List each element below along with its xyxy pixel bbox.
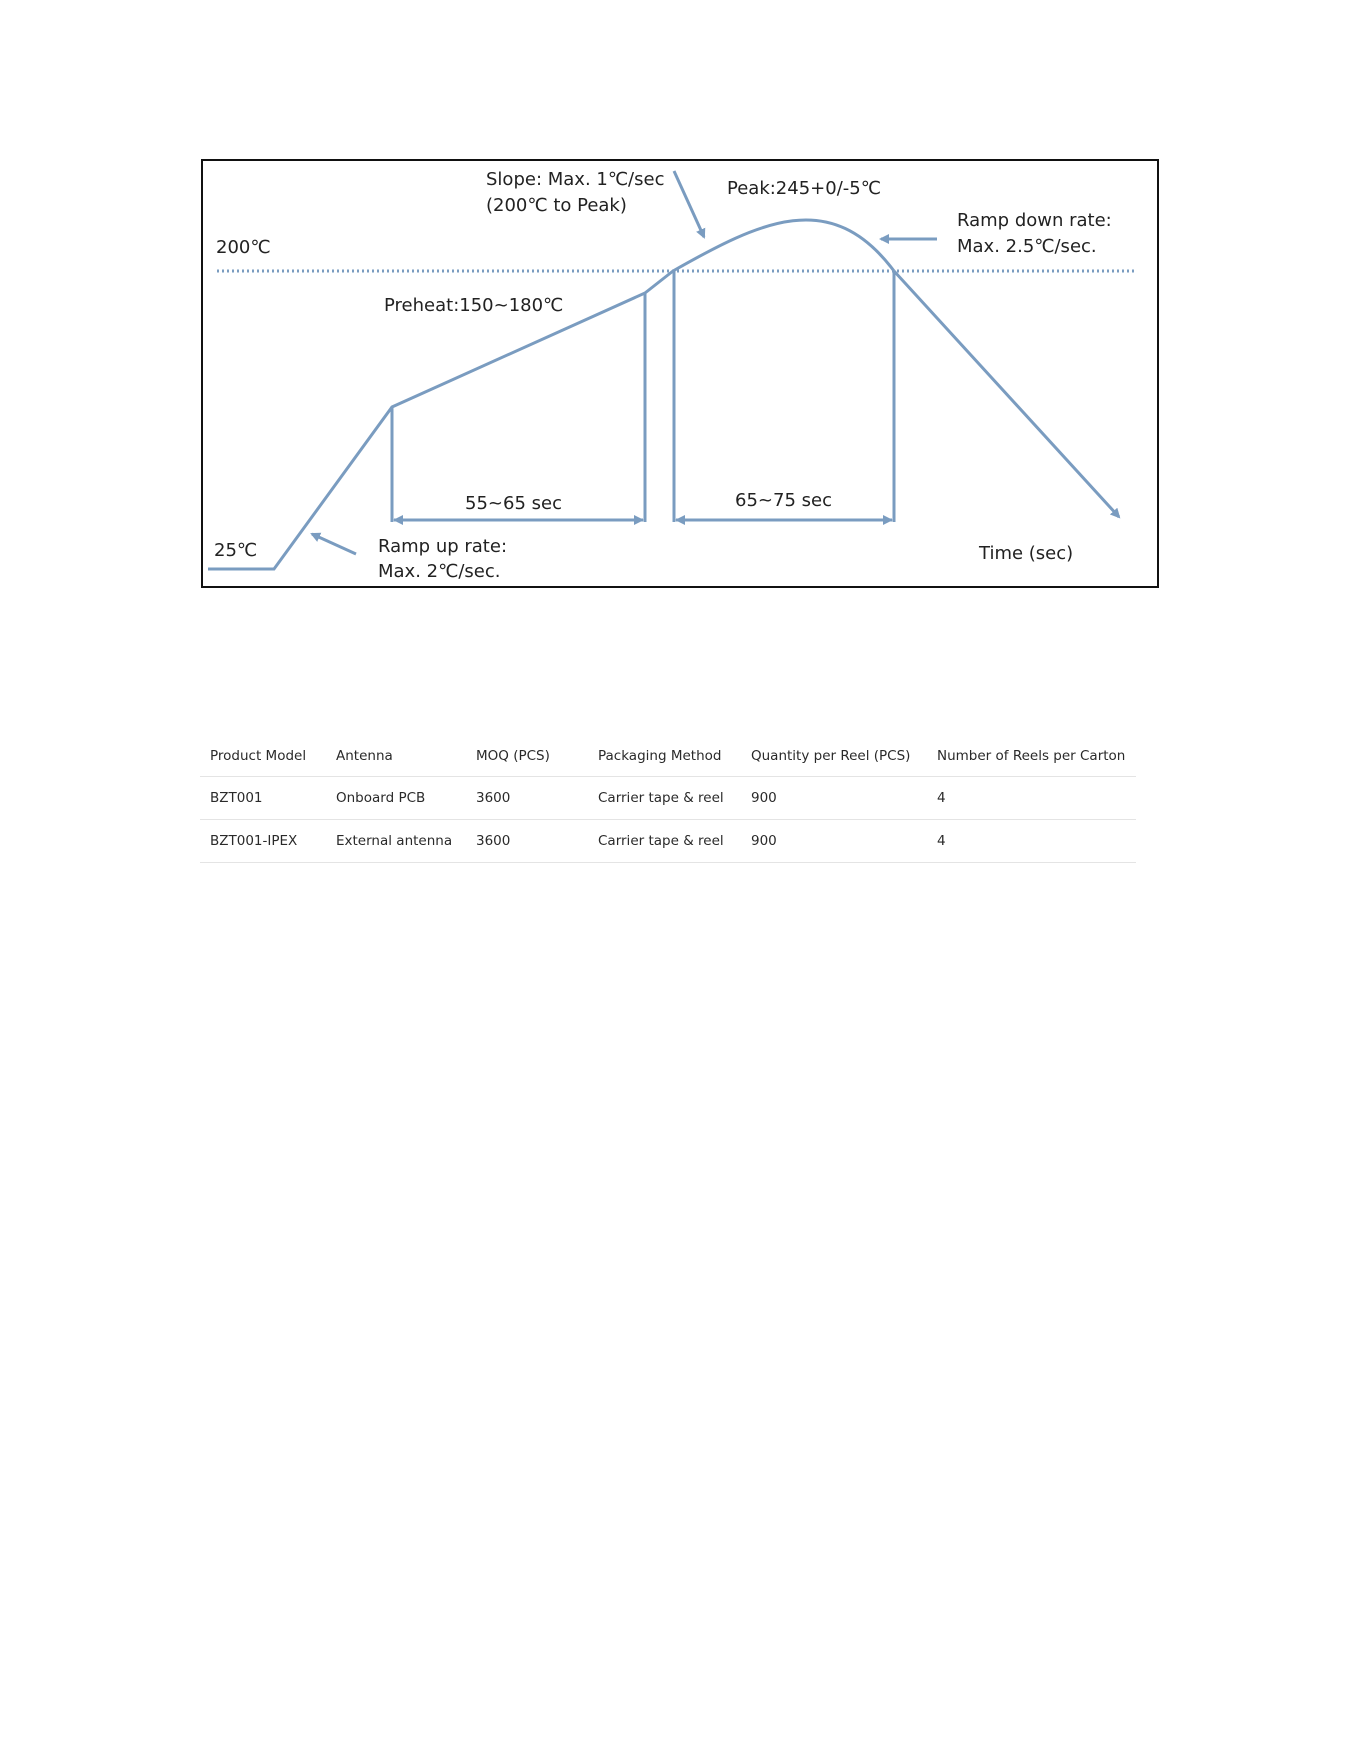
cell-antenna: External antenna: [326, 820, 466, 863]
label-200c: 200℃: [216, 237, 271, 258]
cell-product-model: BZT001: [200, 777, 326, 820]
label-time-axis: Time (sec): [979, 543, 1074, 564]
header-product-model: Product Model: [200, 735, 326, 777]
cell-reels-per-carton: 4: [927, 777, 1136, 820]
label-slope-line2: (200℃ to Peak): [486, 195, 627, 216]
header-quantity-per-reel: Quantity per Reel (PCS): [741, 735, 927, 777]
label-preheat: Preheat:150~180℃: [384, 295, 564, 316]
table-row: [200, 777, 1136, 820]
reflow-profile-diagram: [201, 159, 1159, 589]
label-slope-line1: Slope: Max. 1℃/sec: [486, 169, 665, 190]
label-peak: Peak:245+0/-5℃: [727, 178, 881, 199]
table-header-row: [200, 735, 1136, 777]
cell-packaging-method: Carrier tape & reel: [588, 820, 741, 863]
label-reflow-duration: 65~75 sec: [735, 490, 832, 511]
label-ramp-down-line1: Ramp down rate:: [957, 210, 1112, 231]
cell-quantity-per-reel: 900: [741, 820, 927, 863]
label-preheat-duration: 55~65 sec: [465, 493, 562, 514]
label-ramp-up-line2: Max. 2℃/sec.: [378, 561, 501, 582]
cell-moq: 3600: [466, 777, 588, 820]
cell-quantity-per-reel: 900: [741, 777, 927, 820]
table-row: [200, 820, 1136, 863]
cell-packaging-method: Carrier tape & reel: [588, 777, 741, 820]
reflow-profile-figure: [201, 159, 1159, 589]
cell-reels-per-carton: 4: [927, 820, 1136, 863]
cell-product-model: BZT001-IPEX: [200, 820, 326, 863]
cell-moq: 3600: [466, 820, 588, 863]
label-ramp-up-line1: Ramp up rate:: [378, 536, 508, 557]
cell-antenna: Onboard PCB: [326, 777, 466, 820]
label-25c: 25℃: [214, 540, 258, 561]
header-reels-per-carton: Number of Reels per Carton: [927, 735, 1136, 777]
header-moq: MOQ (PCS): [466, 735, 588, 777]
label-ramp-down-line2: Max. 2.5℃/sec.: [957, 236, 1097, 257]
packaging-table: [200, 735, 1136, 863]
header-antenna: Antenna: [326, 735, 466, 777]
header-packaging-method: Packaging Method: [588, 735, 741, 777]
